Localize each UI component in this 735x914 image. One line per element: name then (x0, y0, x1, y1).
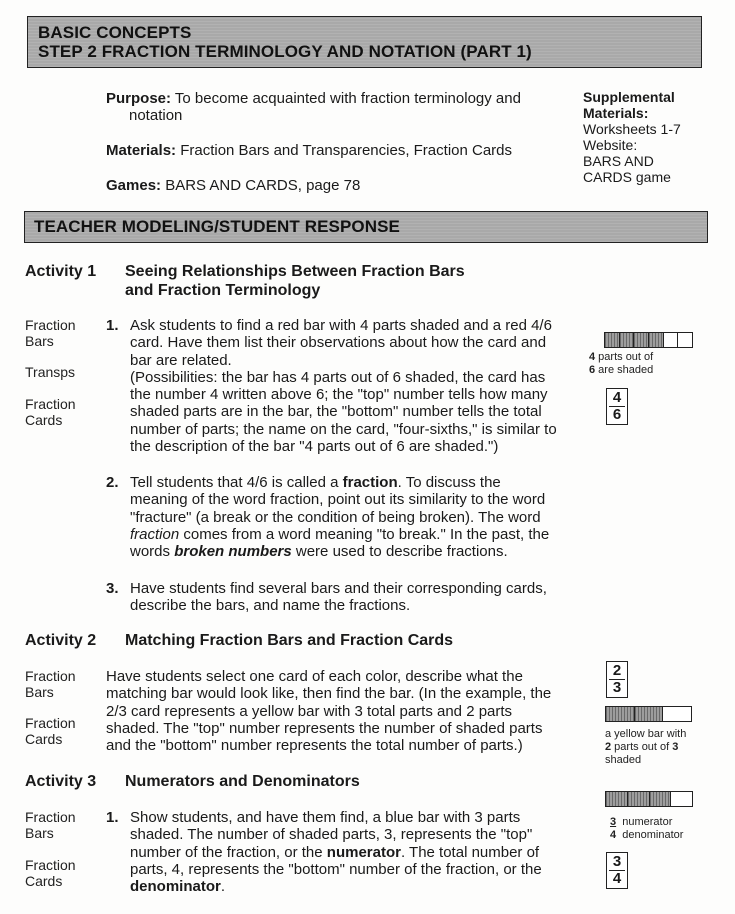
item-number: 3. (106, 580, 119, 597)
activity3-label: Activity 3 (25, 773, 97, 790)
side-label-fraction-bars: Fraction Bars (25, 668, 76, 700)
fraction-bar-4-of-6 (604, 332, 693, 348)
games-text: BARS AND CARDS, page 78 (165, 177, 361, 194)
purpose-line2: notation (129, 107, 183, 124)
item-number: 1. (106, 809, 119, 826)
fraction-card-3-4: 3 4 (606, 852, 628, 889)
activity1-item2-text: Tell students that 4/6 is called a fraction. To discuss the meaning of the word fraction, point out its similarity to the word "fracture" (a break or the condition of being broken). The word fraction comes from a word meaning "to break." In the past, the words broken numbers were used to describe fractions. (130, 474, 550, 561)
activity1-label: Activity 1 (25, 263, 97, 280)
activity3-item1-text: Show students, and have them find, a blue bar with 3 parts shaded. The number of shaded parts, 3, represents the "top" number of the fraction, or the numerator. The total number of parts, 4, represents the "bottom" number of the fraction, or the denominator. (130, 809, 542, 896)
header-subtitle: STEP 2 FRACTION TERMINOLOGY AND NOTATION (PART 1) (38, 42, 532, 61)
fraction-card-4-6: 4 6 (606, 388, 628, 425)
bar-part-shaded (606, 792, 628, 806)
materials-line (106, 142, 512, 160)
supplemental-title2: Materials: (583, 105, 649, 121)
materials-text: Fraction Bars and Transparencies, Fraction Cards (180, 142, 513, 159)
supplemental-item: Worksheets 1-7 (583, 121, 681, 137)
section-banner (24, 211, 708, 243)
games-line (106, 177, 360, 195)
bar-part-shaded (635, 707, 664, 721)
header-banner (27, 16, 702, 68)
fraction-bar-2-of-3 (605, 706, 692, 722)
activity1-title-line1: Seeing Relationships Between Fraction Bars (125, 263, 465, 280)
purpose-text: To become acquainted with fraction terminology and (174, 90, 521, 107)
bar-part-empty (678, 333, 692, 347)
bar-part-shaded (650, 792, 672, 806)
bar-part-shaded (605, 333, 620, 347)
activity3-title: Numerators and Denominators (125, 773, 360, 790)
bar-part-empty (663, 707, 691, 721)
bar-part-shaded (628, 792, 650, 806)
supplemental-title1: Supplemental (583, 89, 675, 105)
activity2-label: Activity 2 (25, 632, 97, 649)
bar-part-shaded (606, 707, 635, 721)
bar-part-empty (664, 333, 679, 347)
supplemental-item: CARDS game (583, 169, 671, 185)
bar-caption: a yellow bar with 2 parts out of 3 shaded (605, 728, 687, 766)
activity2-text: Have students select one card of each color, describe what the matching bar would look like, then find the bar. (In the example, the 2/3 card represents a yellow bar with 3 total parts and 2 parts shaded. The "top" number represents the number of shaded parts and the "bottom" number represents the total number of parts.) (106, 668, 552, 755)
side-label-fraction-cards: Fraction Cards (25, 396, 76, 428)
fraction-bar-3-of-4 (605, 791, 693, 807)
bar-part-shaded (634, 333, 649, 347)
supplemental-materials (583, 89, 681, 185)
bar-part-empty (671, 792, 692, 806)
activity1-item1-text: Ask students to find a red bar with 4 parts shaded and a red 4/6 card. Have them list their observations about how the card and bar are related. (Possibilities: the bar has 4 parts out of 6 shaded, the card has the number 4 written above 6; the "top" number tells how many shaded parts are in the bar, the "bottom" number tells the total number of parts; the name on the card, "four-sixths," is similar to the description of the bar "4 parts out of 6 are shaded.") (130, 317, 557, 456)
activity2-title: Matching Fraction Bars and Fraction Cards (125, 632, 454, 649)
side-label-fraction-bars: Fraction Bars (25, 317, 76, 349)
purpose-label: Purpose: (106, 90, 172, 107)
fraction-terms-label: 3 numerator 4 denominator (610, 816, 684, 841)
side-label-fraction-cards: Fraction Cards (25, 715, 76, 747)
item-number: 1. (106, 317, 119, 334)
games-label: Games: (106, 177, 162, 194)
bar-caption: 4 parts out of 6 are shaded (589, 351, 654, 376)
bar-part-shaded (649, 333, 664, 347)
bar-part-shaded (620, 333, 635, 347)
section-title: TEACHER MODELING/STUDENT RESPONSE (34, 217, 400, 236)
side-label-fraction-bars: Fraction Bars (25, 809, 76, 841)
side-label-fraction-cards: Fraction Cards (25, 857, 76, 889)
side-label-transps: Transps (25, 364, 76, 380)
fraction-card-2-3: 2 3 (606, 661, 628, 698)
header-title: BASIC CONCEPTS (38, 23, 192, 42)
purpose-line1 (106, 90, 521, 108)
activity1-title-line2: and Fraction Terminology (125, 282, 321, 299)
supplemental-item: Website: (583, 137, 638, 153)
supplemental-item: BARS AND (583, 153, 654, 169)
item-number: 2. (106, 474, 119, 491)
materials-label: Materials: (106, 142, 177, 159)
activity1-item3-text: Have students find several bars and their corresponding cards, describe the bars, and name the fractions. (130, 580, 547, 615)
